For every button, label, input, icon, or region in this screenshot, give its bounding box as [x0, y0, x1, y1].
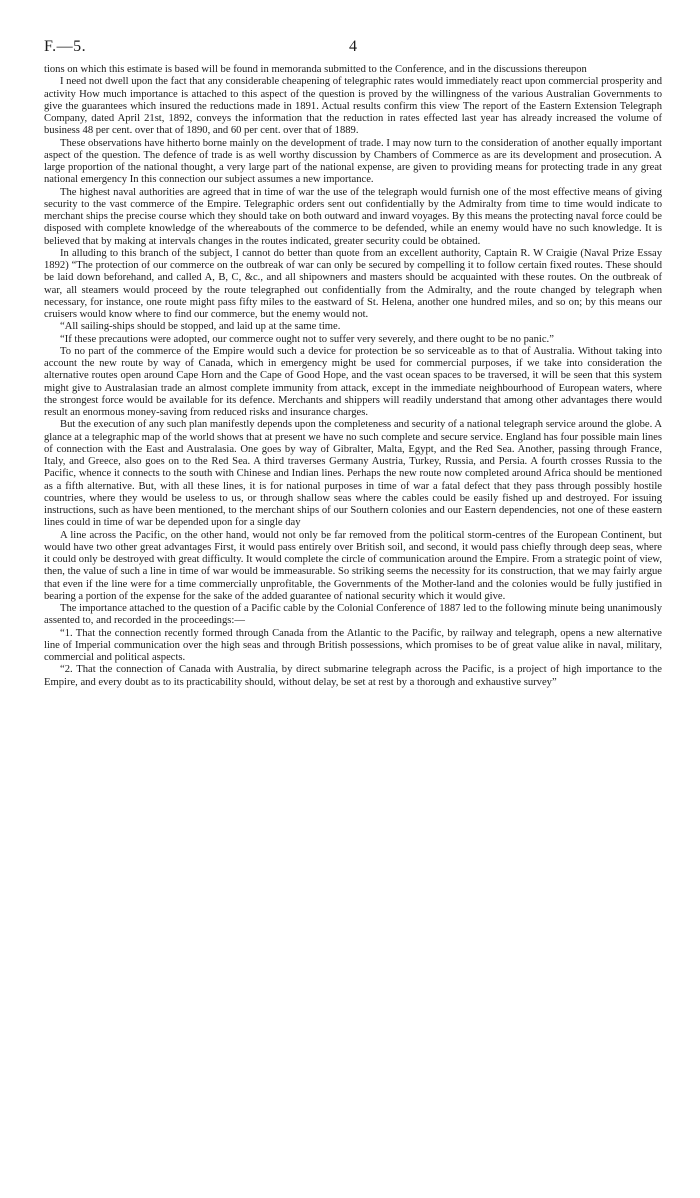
page-header	[44, 38, 662, 64]
paragraph-telegraph-rates: I need not dwell upon the fact that any considerable cheapening of telegraphic rates would immediately react upon commercial prosperity and activity How much importance is attached to this aspect of the question is proved by the willingness of the various Australian Governments to give the guarantees which insured the reductions made in 1891. Actual results confirm this view The report of the Eastern Extension Telegraph Company, dated April 21st, 1892, conveys the information that the reduction in rates effected last year has already increased the volume of business 48 per cent. over that of 1890, and 60 per cent. over that of 1889.	[44, 76, 662, 137]
paragraph-precautions-quote: “If these precautions were adopted, our commerce ought not to suffer very severely, and there ought to be no panic.”	[60, 333, 554, 345]
document-page	[44, 38, 662, 689]
paragraph-naval-authorities: The highest naval authorities are agreed that in time of war the use of the telegraph would furnish one of the most effective means of giving security to the vast commerce of the Empire. Telegraphic orders sent out confidentially by the Admiralty from time to time would indicate to merchant ships the precise course which they should take on both outward and inward voyages. By this means the protecting naval force could be disposed with complete knowledge of the whereabouts of the commerce to be defended, while an enemy would have no such knowledge. It is believed that by making at intervals changes in the routes indicated, greater security could be obtained.	[44, 186, 662, 247]
paragraph-telegraph-lines: But the execution of any such plan manifestly depends upon the completeness and security of a national telegraph service around the globe. A glance at a telegraphic map of the world shows that at present we have no such complete and secure service. England has four possible main lines of connection with the East and Australasia. One goes by way of Gibralter, Malta, Egypt, and the Red Sea. Another, passing through France, Italy, and Greece, also goes on to the Red Sea. A third traverses Germany Austria, Turkey, Russia, and Persia. A fourth crosses Russia to the Pacific, whence it connects to the south with Chinese and Indian lines. Perhaps the new route now completed around Africa should be mentioned as a fifth alternative. But, with all these lines, it is for national purposes in time of war a fatal defect that they pass through possibly hostile countries, where they would be useless to us, or through shallow seas where the cables could be easily fished up and destroyed. For issuing instructions, such as have been mentioned, to the merchant ships of our Southern colonies and our Eastern dependencies, not one of these eastern lines could in time of war be depended upon for a single day	[44, 419, 662, 529]
paragraph-pacific-line: A line across the Pacific, on the other hand, would not only be far removed from the political storm-centres of the European Continent, but would have two other great advantages First, it would pass entirely over British soil, and second, it would pass chiefly through deep seas, where it could only be destroyed with great difficulty. It would complete the circle of communication around the Empire. From a strategic point of view, then, the value of such a line in time of war would be immeasurable. So striking seems the necessity for its construction, that we may fairly argue that even if the line were for a time commercially unprofitable, the Governments of the Mother-land and the colonies would be fully justified in bearing a portion of the expense for the sake of the added guarantee of national security which it would give.	[44, 529, 662, 602]
body-text	[44, 64, 662, 689]
paragraph-australia-commerce: To no part of the commerce of the Empire would such a device for protection be so serviceable as to that of Australia. Without taking into account the new route by way of Canada, which in emergency might be used for commercial purposes, if we take into consideration the alternative routes open around Cape Horn and the Cape of Good Hope, and the vast ocean spaces to be traversed, it will be seen that this system might give to Australasian trade an almost complete immunity from attack, except in the immediate neighbourhood of European waters, where the strongest force would be available for its defence. Merchants and shippers will readily understand that among other advantages there would result an enormous money-saving from reduced risks and insurance charges.	[44, 345, 662, 418]
paragraph-continuation: tions on which this estimate is based will be found in memoranda submitted to the Conference, and in the discussions thereupon	[44, 64, 587, 75]
paragraph-craigie-quote: In alluding to this branch of the subject, I cannot do better than quote from an excellent authority, Captain R. W Craigie (Naval Prize Essay 1892) “The protection of our commerce on the outbreak of war can only be secured by compelling it to follow certain fixed routes. These should be laid down beforehand, and called A, B, C, &c., and all shipowners and masters should be acquainted with these routes. On the outbreak of war, all steamers would proceed by the route telegraphed out confidentially from the Admiralty, and the route changed by telegraph when necessary, for instance, one route might pass fifty miles to the eastward of St. Helena, another one hundred miles, and so on; by this means our cruisers would know where to find our commerce, but the enemy would not.	[44, 247, 662, 320]
document-reference: F.—5.	[44, 38, 87, 55]
paragraph-defence-of-trade: These observations have hitherto borne mainly on the development of trade. I may now turn to the consideration of another equally important aspect of the question. The defence of trade is as well worthy discussion by Chambers of Commerce as are its development and prosecution. A large proportion of the national thought, a very large part of the national expense, are given to providing means for protecting trade in any great national emergency In this connection our subject assumes a new importance.	[44, 137, 662, 186]
paragraph-colonial-conference: The importance attached to the question of a Pacific cable by the Colonial Conference of 1887 led to the following minute being unanimously assented to, and recorded in the proceedings:—	[44, 603, 662, 627]
paragraph-minute-2: “2. That the connection of Canada with Australia, by direct submarine telegraph across the Pacific, is a project of high importance to the Empire, and every doubt as to its practicability should, without delay, be set at rest by a thorough and exhaustive survey”	[44, 664, 662, 688]
paragraph-sailing-ships-quote: “All sailing-ships should be stopped, and laid up at the same time.	[60, 321, 341, 333]
page-number: 4	[349, 38, 357, 55]
paragraph-minute-1: “1. That the connection recently formed through Canada from the Atlantic to the Pacific, by railway and telegraph, opens a new alternative line of Imperial communication over the high seas and through British possessions, which promises to be of great value alike in naval, military, commercial and political aspects.	[44, 627, 662, 663]
